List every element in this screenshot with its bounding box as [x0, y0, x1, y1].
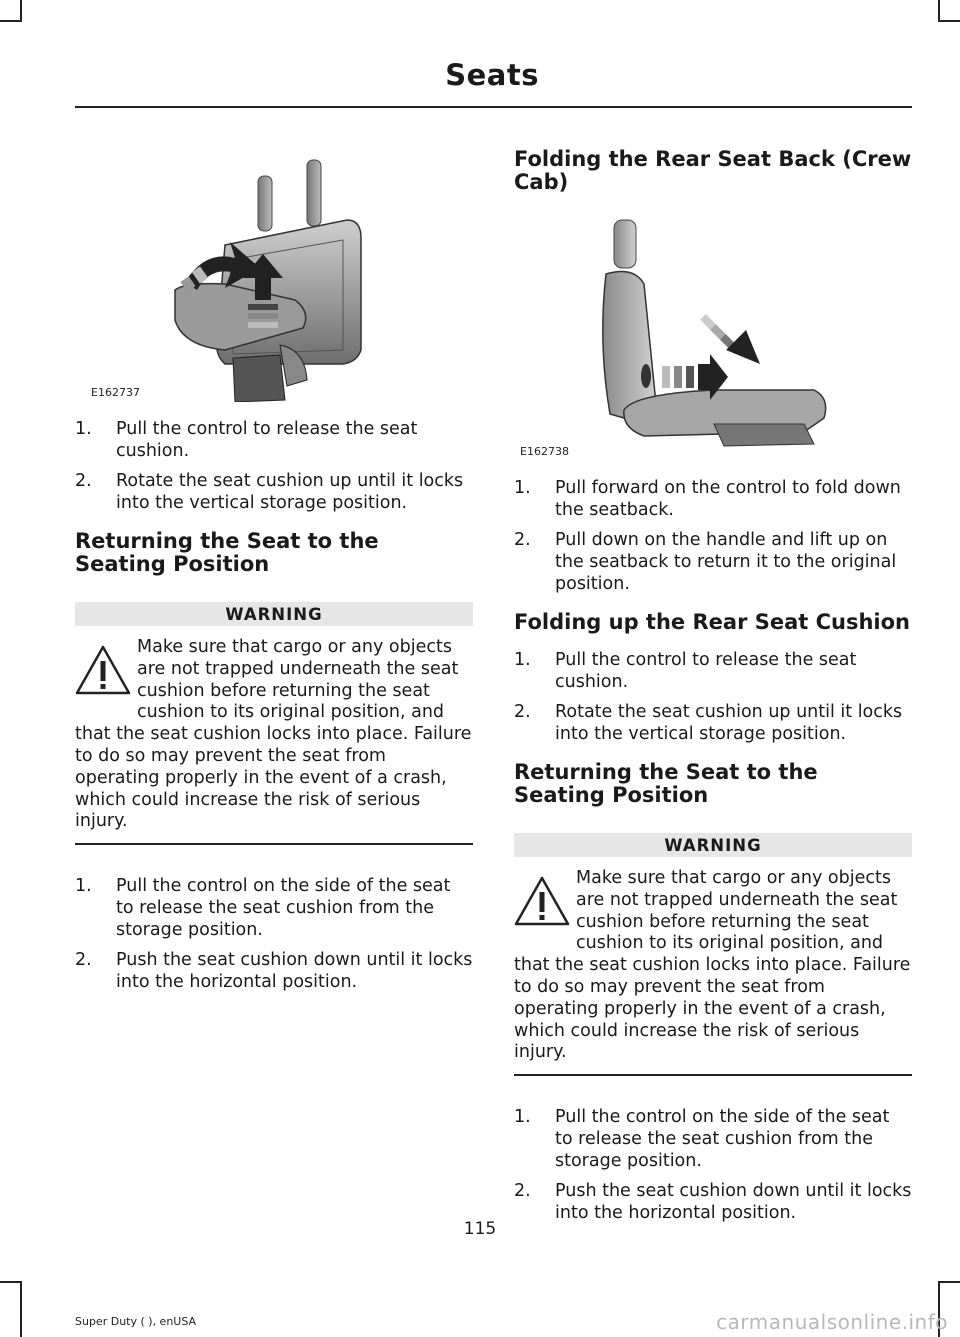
seat-illustration-svg: [75, 150, 473, 402]
crop-mark: [938, 0, 940, 22]
right-column-body: [514, 477, 912, 1232]
watermark: carmanualsonline.info: [716, 1310, 948, 1334]
step-text: Push the seat cushion down until it locks into the horizontal position.: [116, 950, 473, 993]
step-number: 2.: [75, 471, 92, 491]
step-text: Push the seat cushion down until it locks into the horizontal position.: [555, 1181, 912, 1224]
warning-box: [514, 833, 912, 1076]
step-number: 1.: [75, 876, 92, 897]
step-text: Pull down on the handle and lift up on the seatback to return it to the original position.: [555, 530, 897, 594]
step-number: 2.: [75, 950, 92, 971]
step-number: 1.: [75, 419, 92, 439]
step-number: 1.: [514, 650, 531, 670]
step-text: Pull the control on the side of the seat to release the seat cushion from the storage position.: [555, 1107, 890, 1172]
step-text: Pull the control on the side of the seat to release the seat cushion from the storage position.: [116, 876, 451, 941]
list-item: [514, 529, 912, 595]
step-text: Pull the control to release the seat cushion.: [116, 419, 418, 461]
step-text: Pull the control to release the seat cushion.: [555, 650, 857, 692]
figure-code: E162737: [91, 386, 140, 399]
seatback-illustration-svg: [514, 214, 912, 462]
right-column: [514, 148, 912, 194]
left-column: [75, 418, 473, 1001]
steps-list-return-seat: [75, 875, 473, 993]
list-item: [514, 1180, 912, 1224]
list-item: [75, 949, 473, 993]
steps-list-fold-cushion: [75, 418, 473, 514]
step-number: 1.: [514, 1107, 531, 1128]
section-heading-returning-seat: Returning the Seat to the Seating Position: [75, 529, 379, 576]
list-item: [514, 1106, 912, 1172]
list-item: [514, 649, 912, 693]
warning-text: Make sure that cargo or any objects are not trapped underneath the seat cushion before returning the seat cushion to its original position, and that the seat cushion locks into place. Failure to do so may prevent the seat from operating properly in the event of a crash, which could increase the risk of serious injury.: [75, 637, 472, 832]
list-item: [75, 875, 473, 941]
warning-label: WARNING: [75, 602, 473, 626]
crop-mark: [0, 1281, 22, 1283]
step-text: Rotate the seat cushion up until it locks into the vertical storage position.: [555, 702, 903, 744]
step-number: 2.: [514, 702, 531, 722]
header-rule: [75, 106, 912, 108]
section-heading-returning-seat-right: Returning the Seat to the Seating Position: [514, 760, 818, 807]
seatback-fold-illustration: [514, 214, 912, 462]
crop-mark: [938, 1281, 960, 1283]
warning-body: [75, 637, 473, 833]
crop-mark: [20, 1281, 22, 1337]
step-number: 2.: [514, 530, 531, 550]
step-text: Rotate the seat cushion up until it locks into the vertical storage position.: [116, 471, 464, 513]
page-number: 115: [463, 1219, 497, 1239]
figure-code: E162738: [520, 445, 569, 458]
warning-triangle-icon: [514, 874, 570, 930]
section-heading-folding-seat-back: Folding the Rear Seat Back (Crew Cab): [514, 147, 912, 194]
crop-mark: [20, 0, 22, 22]
warning-triangle-icon: [75, 643, 131, 699]
step-number: 2.: [514, 1181, 531, 1202]
seat-cushion-fold-illustration: [75, 150, 473, 402]
list-item: [75, 418, 473, 462]
steps-list-fold-cushion-right: [514, 649, 912, 745]
footer-meta: Super Duty ( ), enUSA: [75, 1315, 197, 1328]
step-text: Pull forward on the control to fold down the seatback.: [555, 478, 901, 520]
warning-text: Make sure that cargo or any objects are not trapped underneath the seat cushion before returning the seat cushion to its original position, and that the seat cushion locks into place. Failure to do so may prevent the seat from operating properly in the event of a crash, which could increase the risk of serious injury.: [514, 868, 911, 1063]
warning-rule: [514, 1074, 912, 1076]
crop-mark: [938, 20, 960, 22]
warning-box: [75, 602, 473, 845]
warning-body: [514, 868, 912, 1064]
list-item: [514, 701, 912, 745]
crop-mark: [0, 20, 22, 22]
page-title: Seats: [445, 58, 539, 92]
warning-rule: [75, 843, 473, 845]
steps-list-fold-seatback: [514, 477, 912, 595]
warning-label: WARNING: [514, 833, 912, 857]
steps-list-return-seat-right: [514, 1106, 912, 1224]
section-heading-folding-cushion: Folding up the Rear Seat Cushion: [514, 610, 911, 634]
step-number: 1.: [514, 478, 531, 498]
list-item: [514, 477, 912, 521]
list-item: [75, 470, 473, 514]
